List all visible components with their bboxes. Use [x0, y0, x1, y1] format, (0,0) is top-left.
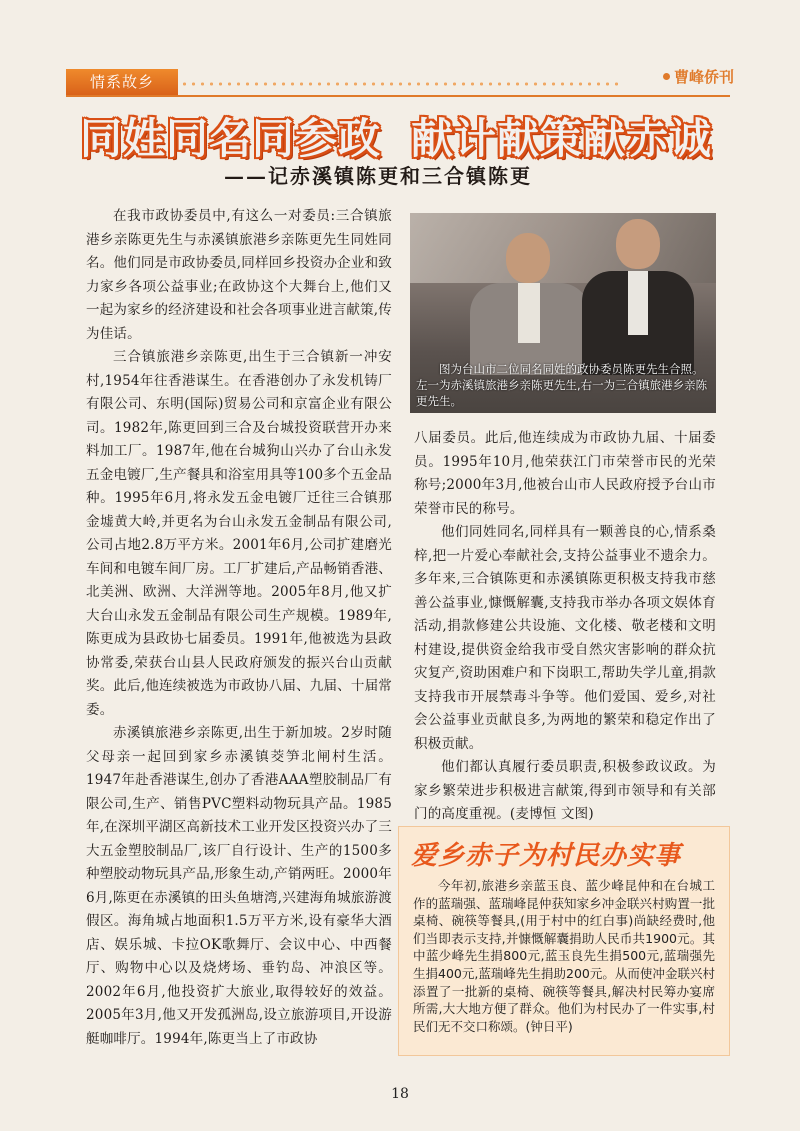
article-paragraph: 他们同姓同名,同样具有一颗善良的心,情系桑梓,把一片爱心奉献社会,支持公益事业不遗余力。多年来,三合镇陈更和赤溪镇陈更积极支持我市慈善公益事业,慷慨解囊,支持我市举办各项文娱体育活动,捐款修建公共设施、文化楼、敬老楼和文明村建设,提供资金给我市受自然灾害影响的群众抗灾复产,资助困难户和下岗职工,帮助失学儿童,捐款支持我市开展禁毒斗争等。他们爱国、爱乡,对社会公益事业贡献良多,为两地的繁荣和稳定作出了积极贡献。 [414, 524, 716, 752]
article-title [80, 106, 720, 163]
sidebar-body [413, 877, 715, 1035]
sidebar-title: 爱乡赤子为村民办实事 [411, 841, 682, 871]
bullet-icon [663, 73, 670, 80]
article-paragraph: 八届委员。此后,他连续成为市政协九届、十届委员。1995年10月,他荣获江门市荣誉市民的光荣称号;2000年3月,他被台山市人民政府授予台山市荣誉市民的称号。 [414, 430, 716, 517]
article-right-column [414, 427, 716, 827]
article-paragraph: 在我市政协委员中,有这么一对委员:三合镇旅港乡亲陈更先生与赤溪镇旅港乡亲陈更先生同姓同名。他们同是市政协委员,同样回乡投资办企业和致力家乡各项公益事业;在政协这个大舞台上,他们又一起为家乡的经济建设和社会各项事业进言献策,传为佳话。 [86, 208, 392, 342]
article-left-column [86, 205, 392, 1051]
article-paragraph: 他们都认真履行委员职责,积极参政议政。为家乡繁荣进步积极进言献策,得到市领导和有关部门的高度重视。(麦博恒 文图) [414, 759, 716, 822]
article-subtitle: ——记赤溪镇陈更和三合镇陈更 [224, 164, 532, 188]
article-paragraph: 三合镇旅港乡亲陈更,出生于三合镇新一冲安村,1954年往香港谋生。在香港创办了永发机铸厂有限公司、东明(国际)贸易公司和京富企业有限公司。1982年,陈更回到三合及台城投资联营开办来料加工厂。1987年,他在台城狗山兴办了台山永发五金电镀厂,生产餐具和浴室用具等100多个五金品种。1995年6月,将永发五金电镀厂迁往三合镇那金墟黄大岭,并更名为台山永发五金制品有限公司,公司占地2.8万平方米。2001年6月,公司扩建磨光车间和电镀车间厂房。工厂扩建后,产品畅销香港、北美洲、欧洲、大洋洲等地。2005年8月,他又扩大台山永发五金制品有限公司生产规模。1989年,陈更成为县政协七届委员。1991年,他被选为县政协常委,荣获台山县人民政府颁发的振兴台山贡献奖。此后,他连续被选为市政协八届、九届、十届常委。 [86, 349, 392, 718]
article-paragraph: 赤溪镇旅港乡亲陈更,出生于新加坡。2岁时随父母亲一起回到家乡赤溪镇茭笋北闸村生活。1947年赴香港谋生,创办了香港AAA塑胶制品厂有限公司,生产、销售PVC塑料动物玩具产品。1985年,在深圳平湖区高新技术工业开发区投资兴办了三大五金塑胶制品厂,该厂自行设计、生产的1500多种塑胶动物玩具产品,形象生动,产销两旺。2000年6月,陈更在赤溪镇的田头鱼塘湾,兴建海角城旅游渡假区。海角城占地面积1.5万平方米,设有豪华大酒店、娱乐城、卡拉OK歌舞厅、会议中心、中西餐厅、购物中心以及烧烤场、垂钓岛、冲浪区等。2002年6月,他投资扩大旅业,取得较好的效益。2005年3月,他又开发孤洲岛,设立旅游项目,开设游艇咖啡厅。1994年,陈更当上了市政协 [86, 725, 392, 1047]
photo-person-left [470, 225, 590, 375]
article-photo [410, 213, 716, 413]
header-divider [66, 95, 730, 97]
sidebar-paragraph: 今年初,旅港乡亲蓝玉良、蓝少峰昆仲和在台城工作的蓝瑞强、蓝瑞峰昆仲获知家乡冲金联兴村购置一批桌椅、碗筷等餐具,(用于村中的红白事)尚缺经费时,他们当即表示支持,并慷慨解囊捐助人民币共1900元。其中蓝少峰先生捐800元,蓝玉良先生捐500元,蓝瑞强先生捐400元,蓝瑞峰先生捐助200元。从而使冲金联兴村添置了一批新的桌椅、碗筷等餐具,解决村民筹办宴席所需,大大地方便了群众。他们为村民办了一件实事,村民们无不交口称颂。(钟日平) [413, 878, 715, 1034]
photo-person-right [582, 215, 694, 375]
sidebar-box [398, 826, 730, 1056]
masthead-label: 曹峰侨刊 [673, 68, 734, 86]
article-title-part2: 献计献策献赤诚 [411, 114, 713, 163]
article-title-part1: 同姓同名同参政 [80, 114, 382, 163]
masthead [663, 66, 734, 87]
section-tab: 情系故乡 [66, 69, 178, 95]
page-number: 18 [391, 1086, 409, 1102]
photo-caption: 图为台山市二位同名同姓的政协委员陈更先生合照。左一为赤溪镇旅港乡亲陈更先生,右一为三合镇旅港乡亲陈更先生。 [416, 362, 708, 408]
header-decoration [180, 82, 620, 86]
